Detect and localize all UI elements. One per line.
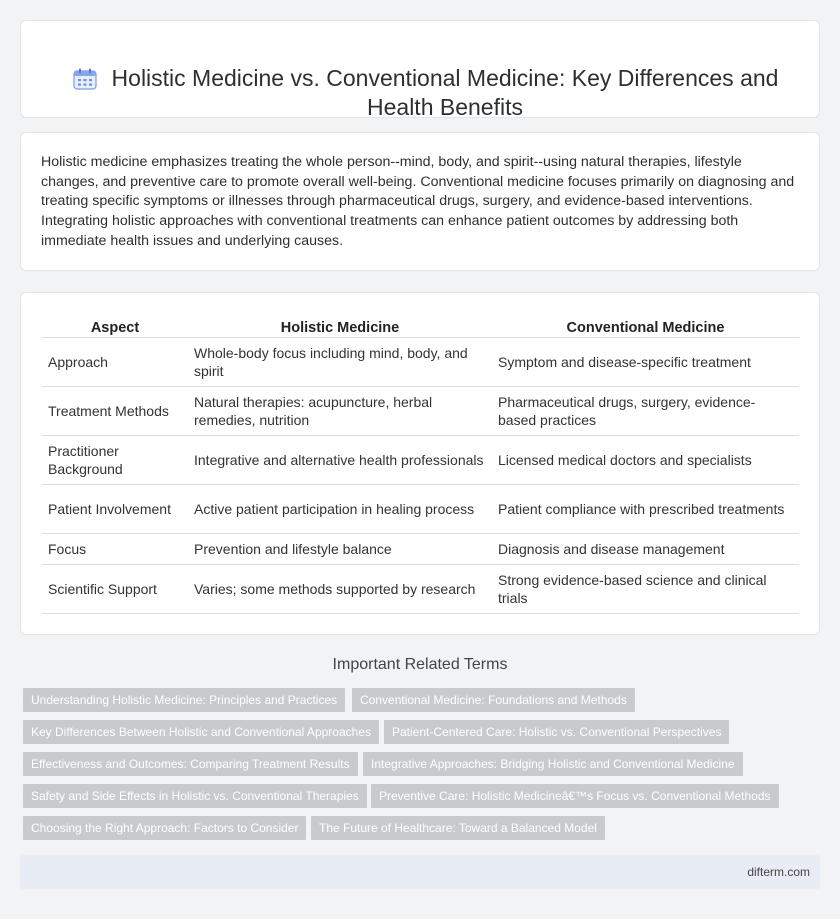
related-term-tag[interactable]: Understanding Holistic Medicine: Principles and Practices xyxy=(23,688,345,712)
cell-aspect: Approach xyxy=(42,337,188,386)
header-conventional: Conventional Medicine xyxy=(492,315,799,337)
title-card xyxy=(20,20,820,118)
table-row xyxy=(42,435,799,484)
related-term-tag[interactable]: Integrative Approaches: Bridging Holistic and Conventional Medicine xyxy=(363,752,743,776)
cell-holistic: Integrative and alternative health professionals xyxy=(188,435,492,484)
related-terms-heading: Important Related Terms xyxy=(332,656,508,673)
related-term-tag[interactable]: Effectiveness and Outcomes: Comparing Treatment Results xyxy=(23,752,358,776)
cell-aspect: Treatment Methods xyxy=(42,386,188,435)
cell-holistic: Prevention and lifestyle balance xyxy=(188,533,492,564)
cell-holistic: Natural therapies: acupuncture, herbal remedies, nutrition xyxy=(188,386,492,435)
related-term-tag[interactable]: The Future of Healthcare: Toward a Balanced Model xyxy=(311,816,605,840)
table-row xyxy=(42,484,799,533)
related-term-tag[interactable]: Safety and Side Effects in Holistic vs. Conventional Therapies xyxy=(23,784,367,808)
cell-conventional: Diagnosis and disease management xyxy=(492,533,799,564)
cell-holistic: Varies; some methods supported by research xyxy=(188,564,492,613)
intro-card xyxy=(20,132,820,271)
related-term-tag[interactable]: Choosing the Right Approach: Factors to Consider xyxy=(23,816,306,840)
cell-aspect: Scientific Support xyxy=(42,564,188,613)
cell-aspect: Practitioner Background xyxy=(42,435,188,484)
related-term-tag[interactable]: Conventional Medicine: Foundations and Methods xyxy=(352,688,635,712)
cell-conventional: Strong evidence-based science and clinical trials xyxy=(492,564,799,613)
cell-conventional: Pharmaceutical drugs, surgery, evidence-based practices xyxy=(492,386,799,435)
related-term-tag[interactable]: Preventive Care: Holistic Medicineâ€™s Focus vs. Conventional Methods xyxy=(371,784,779,808)
footer-site-link[interactable]: difterm.com xyxy=(747,865,810,879)
header-aspect: Aspect xyxy=(42,315,188,337)
page-title: Holistic Medicine vs. Conventional Medicine: Key Differences and Health Benefits xyxy=(111,65,779,120)
table-header-row xyxy=(42,315,799,337)
cell-aspect: Focus xyxy=(42,533,188,564)
comparison-table-card xyxy=(20,292,820,635)
header-holistic: Holistic Medicine xyxy=(188,315,492,337)
cell-conventional: Symptom and disease-specific treatment xyxy=(492,337,799,386)
cell-conventional: Licensed medical doctors and specialists xyxy=(492,435,799,484)
cell-holistic: Whole-body focus including mind, body, and spirit xyxy=(188,337,492,386)
comparison-table xyxy=(42,315,799,614)
footer xyxy=(20,855,820,889)
table-row xyxy=(42,337,799,386)
intro-paragraph: Holistic medicine emphasizes treating the whole person--mind, body, and spirit--using natural therapies, lifestyle changes, and preventive care to promote overall well-being. Conventional medicine focuses primarily on diagnosing and treating specific symptoms or illnesses through pharmaceutical drugs, surgery, and evidence-based interventions. Integrating holistic approaches with conventional treatments can enhance patient outcomes by addressing both immediate health issues and underlying causes. xyxy=(41,154,795,249)
cell-holistic: Active patient participation in healing process xyxy=(188,484,492,533)
cell-aspect: Patient Involvement xyxy=(42,484,188,533)
related-term-tag[interactable]: Key Differences Between Holistic and Conventional Approaches xyxy=(23,720,379,744)
related-term-tag[interactable]: Patient-Centered Care: Holistic vs. Conventional Perspectives xyxy=(384,720,729,744)
table-row xyxy=(42,386,799,435)
cell-conventional: Patient compliance with prescribed treatments xyxy=(492,484,799,533)
table-row xyxy=(42,533,799,564)
table-row xyxy=(42,564,799,613)
